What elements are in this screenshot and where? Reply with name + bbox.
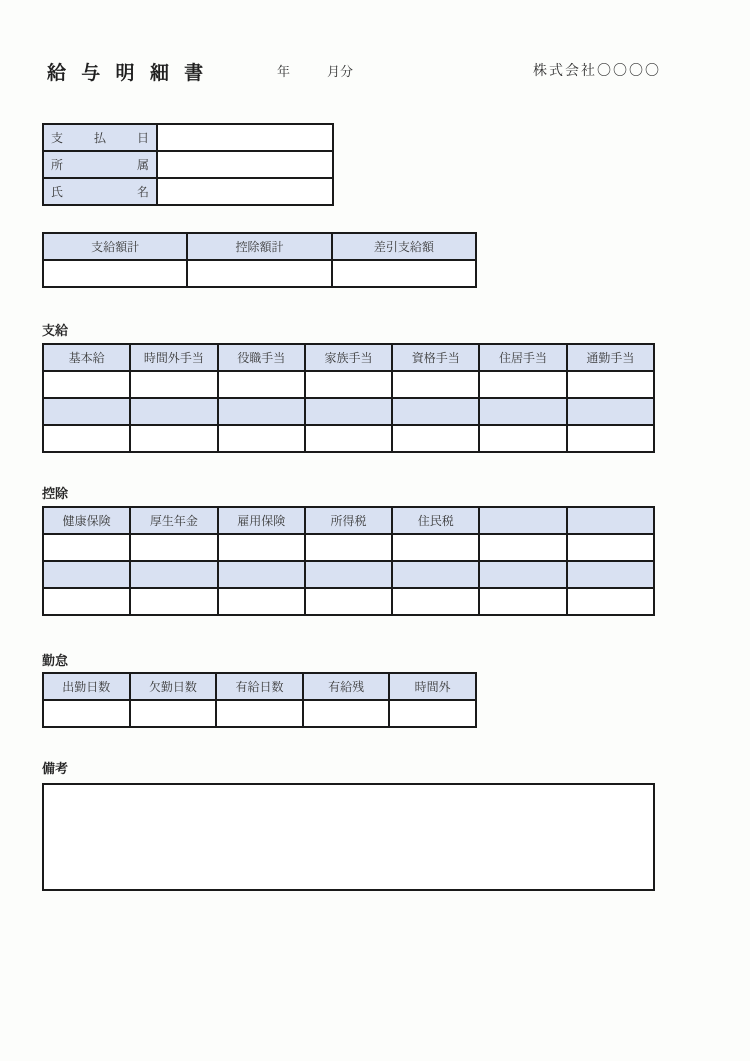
attendance-header-cell: 出勤日数 [43,673,130,700]
label-char: 氏 [51,185,64,199]
total-payment-header: 支給額計 [43,233,187,260]
payments-cell [392,398,479,425]
totals-header-row [43,233,476,260]
attendance-cell [389,700,476,727]
department-row [43,151,333,178]
deductions-cell [130,561,217,588]
net-payment-header: 差引支給額 [332,233,476,260]
deductions-header-cell [479,507,566,534]
payments-header-cell: 役職手当 [218,344,305,371]
deductions-cell [305,534,392,561]
payments-body-row [43,398,654,425]
payments-cell [305,371,392,398]
payments-cell [43,425,130,452]
payments-body-row [43,371,654,398]
payments-cell [567,425,654,452]
label-char: 支 [51,131,64,145]
payments-cell [130,371,217,398]
deductions-cell [43,588,130,615]
payment-date-row [43,124,333,151]
label-char: 日 [136,131,149,145]
payments-cell [567,371,654,398]
deductions-cell [130,588,217,615]
year-label: 年 [277,64,291,79]
payments-cell [43,371,130,398]
label-char: 属 [136,158,149,172]
payments-header-row [43,344,654,371]
payments-cell [218,425,305,452]
payments-cell [479,398,566,425]
attendance-section-label: 勤怠 [42,653,69,668]
payment-date-value [157,124,333,151]
deductions-cell [218,561,305,588]
attendance-header-cell: 有給日数 [216,673,303,700]
total-payment-value [43,260,187,287]
month-label: 月分 [327,64,354,79]
attendance-cell [43,700,130,727]
payments-header-cell: 通勤手当 [567,344,654,371]
deductions-cell [479,561,566,588]
page-title: 給 与 明 細 書 [47,63,209,84]
payments-cell [392,425,479,452]
payments-cell [218,371,305,398]
payments-header-cell: 時間外手当 [130,344,217,371]
deductions-header-row [43,507,654,534]
deductions-table [42,506,655,616]
deductions-cell [392,534,479,561]
payments-table [42,343,655,453]
attendance-header-cell: 欠勤日数 [130,673,217,700]
attendance-header-row [43,673,476,700]
deductions-cell [392,588,479,615]
total-deduction-value [187,260,331,287]
employee-name-label [43,178,157,205]
deductions-header-cell: 雇用保険 [218,507,305,534]
payments-cell [392,371,479,398]
department-label-text [51,156,149,173]
totals-value-row [43,260,476,287]
payments-cell [567,398,654,425]
deductions-cell [567,534,654,561]
payments-cell [479,425,566,452]
payments-header-cell: 基本給 [43,344,130,371]
deductions-cell [479,588,566,615]
deductions-cell [479,534,566,561]
deductions-body-row [43,561,654,588]
net-payment-value [332,260,476,287]
deductions-header-cell: 住民税 [392,507,479,534]
deductions-cell [43,534,130,561]
label-char: 名 [136,185,149,199]
attendance-cell [130,700,217,727]
employee-name-label-text [51,183,149,200]
deductions-header-cell [567,507,654,534]
payments-header-cell: 家族手当 [305,344,392,371]
deductions-cell [567,561,654,588]
attendance-body-row [43,700,476,727]
payments-cell [43,398,130,425]
deductions-cell [218,534,305,561]
employee-name-row [43,178,333,205]
deductions-cell [392,561,479,588]
payments-header-cell: 住居手当 [479,344,566,371]
attendance-header-cell: 有給残 [303,673,390,700]
attendance-cell [303,700,390,727]
label-char: 払 [93,131,106,145]
payment-date-label [43,124,157,151]
employee-name-value [157,178,333,205]
total-deduction-header: 控除額計 [187,233,331,260]
remarks-box [42,783,655,891]
remarks-section-label: 備考 [42,761,69,776]
department-value [157,151,333,178]
deductions-body-row [43,534,654,561]
deductions-body-row [43,588,654,615]
employee-info-table [42,123,334,206]
payments-cell [130,398,217,425]
attendance-table [42,672,477,728]
totals-table [42,232,477,288]
deductions-header-cell: 厚生年金 [130,507,217,534]
deductions-cell [130,534,217,561]
company-name: 株式会社〇〇〇〇 [533,62,661,78]
payments-cell [305,425,392,452]
deductions-header-cell: 健康保険 [43,507,130,534]
deductions-cell [43,561,130,588]
payments-section-label: 支給 [42,323,69,338]
department-label [43,151,157,178]
deductions-cell [218,588,305,615]
deductions-cell [305,588,392,615]
payments-cell [479,371,566,398]
payment-date-label-text [51,129,149,146]
payments-header-cell: 資格手当 [392,344,479,371]
attendance-header-cell: 時間外 [389,673,476,700]
deductions-cell [567,588,654,615]
deductions-cell [305,561,392,588]
deductions-section-label: 控除 [42,486,69,501]
deductions-header-cell: 所得税 [305,507,392,534]
payments-body-row [43,425,654,452]
label-char: 所 [51,158,64,172]
attendance-cell [216,700,303,727]
payments-cell [218,398,305,425]
payments-cell [130,425,217,452]
payments-cell [305,398,392,425]
